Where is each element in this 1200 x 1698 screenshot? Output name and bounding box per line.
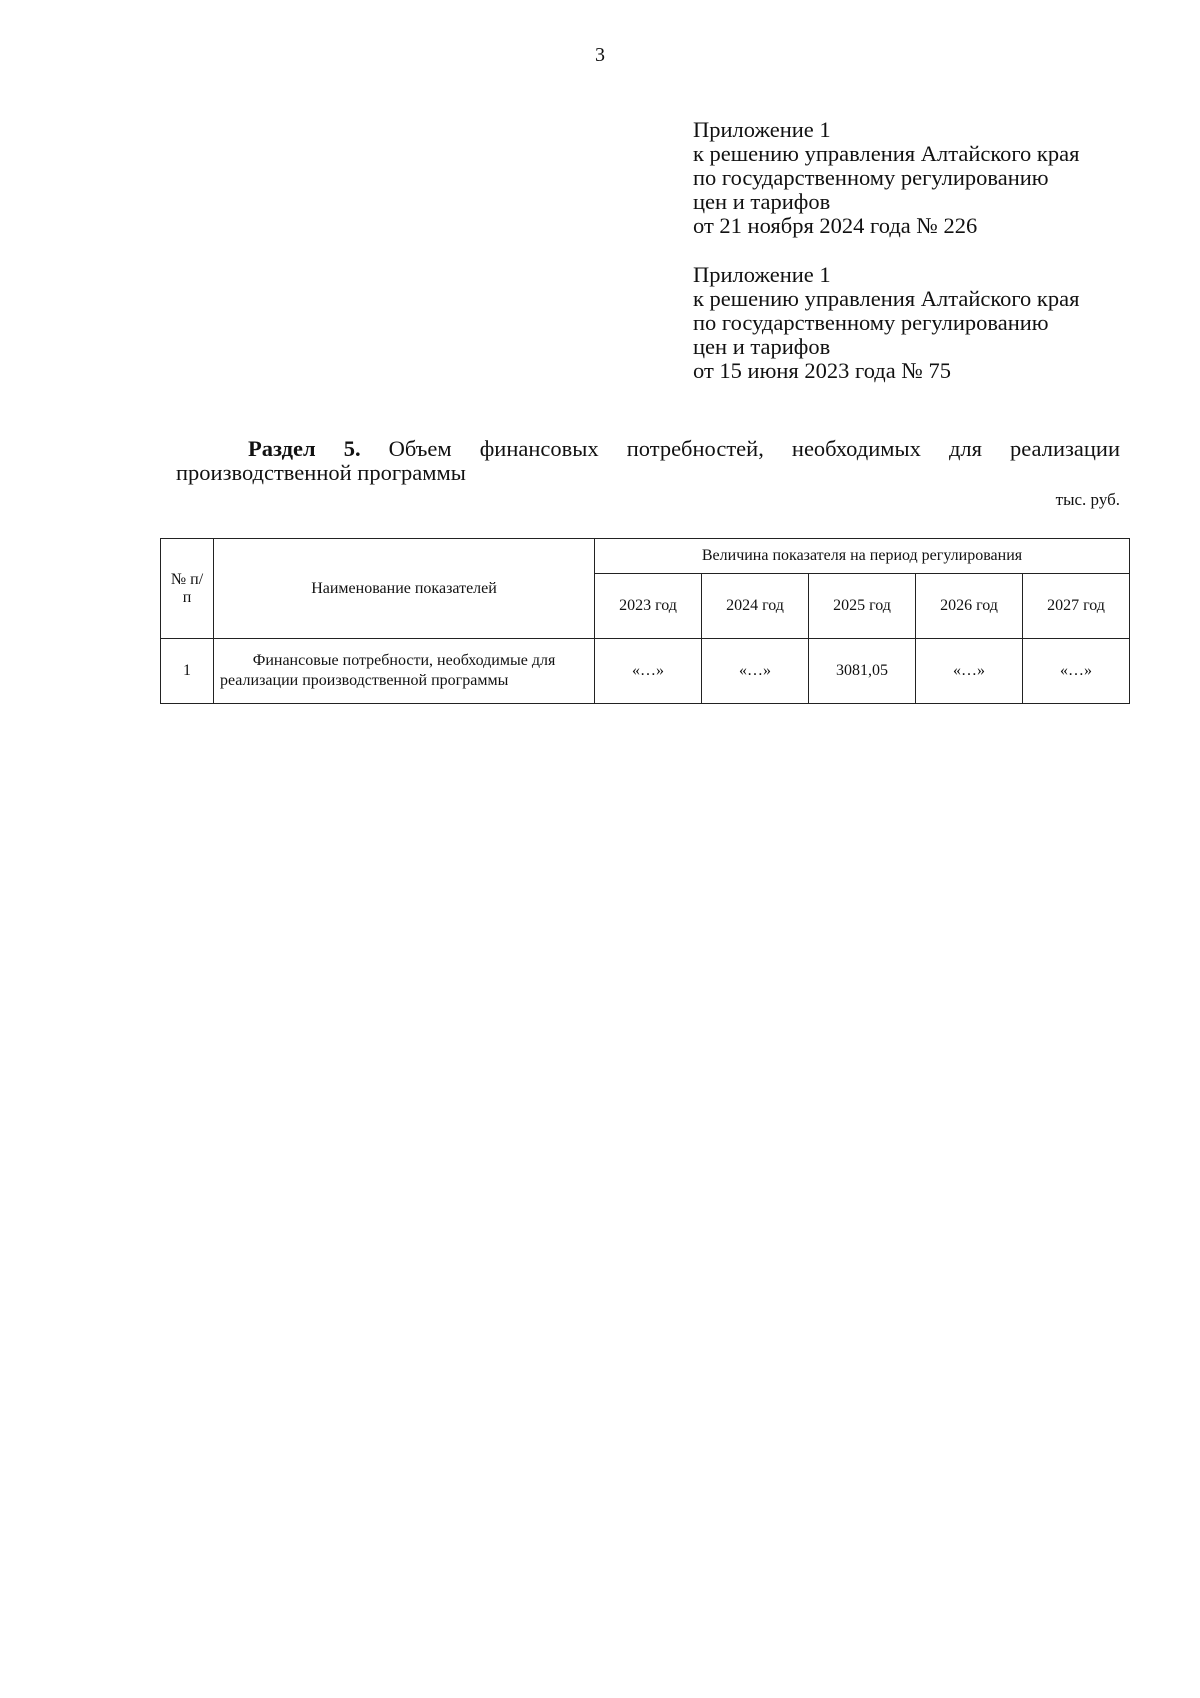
header-indicator-name: Наименование показателей — [214, 539, 595, 639]
appendix-line: Приложение 1 — [693, 262, 831, 287]
appendix-line: по государственному регулированию — [693, 310, 1049, 335]
header-year: 2025 год — [809, 574, 916, 639]
row-value: 3081,05 — [809, 639, 916, 704]
appendix-line: цен и тарифов — [693, 334, 831, 359]
header-number: № п/п — [161, 539, 214, 639]
table-row — [161, 639, 1130, 704]
section-heading-line-1 — [176, 437, 1120, 461]
header-year: 2023 год — [595, 574, 702, 639]
header-period-group: Величина показателя на период регулирования — [595, 539, 1130, 574]
financial-needs-table — [160, 538, 1130, 704]
row-number: 1 — [161, 639, 214, 704]
appendix-line: к решению управления Алтайского края — [693, 141, 1080, 166]
row-value: «…» — [1023, 639, 1130, 704]
section-heading — [176, 437, 1120, 485]
row-value: «…» — [702, 639, 809, 704]
page-number: 3 — [595, 44, 605, 66]
table-header-row — [161, 539, 1130, 574]
appendix-line: от 15 июня 2023 года № 75 — [693, 358, 951, 383]
appendix-line: цен и тарифов — [693, 189, 831, 214]
units-label: тыс. руб. — [1055, 490, 1120, 509]
appendix-line: от 21 ноября 2024 года № 226 — [693, 213, 978, 238]
appendix-line: к решению управления Алтайского края — [693, 286, 1080, 311]
row-indicator-name: Финансовые потребности, необходимые для реализации производственной программы — [214, 639, 595, 704]
appendix-block-current — [693, 118, 1079, 238]
section-title-part-2: производственной программы — [176, 460, 466, 485]
appendix-line: по государственному регулированию — [693, 165, 1049, 190]
section-label: Раздел 5. — [248, 436, 361, 461]
appendix-block-original — [693, 263, 1079, 383]
appendix-line: Приложение 1 — [693, 117, 831, 142]
section-title-part-1: Объем финансовых потребностей, необходимых для реализации — [388, 436, 1121, 461]
row-value: «…» — [595, 639, 702, 704]
header-year: 2027 год — [1023, 574, 1130, 639]
header-year: 2024 год — [702, 574, 809, 639]
row-value: «…» — [916, 639, 1023, 704]
header-year: 2026 год — [916, 574, 1023, 639]
